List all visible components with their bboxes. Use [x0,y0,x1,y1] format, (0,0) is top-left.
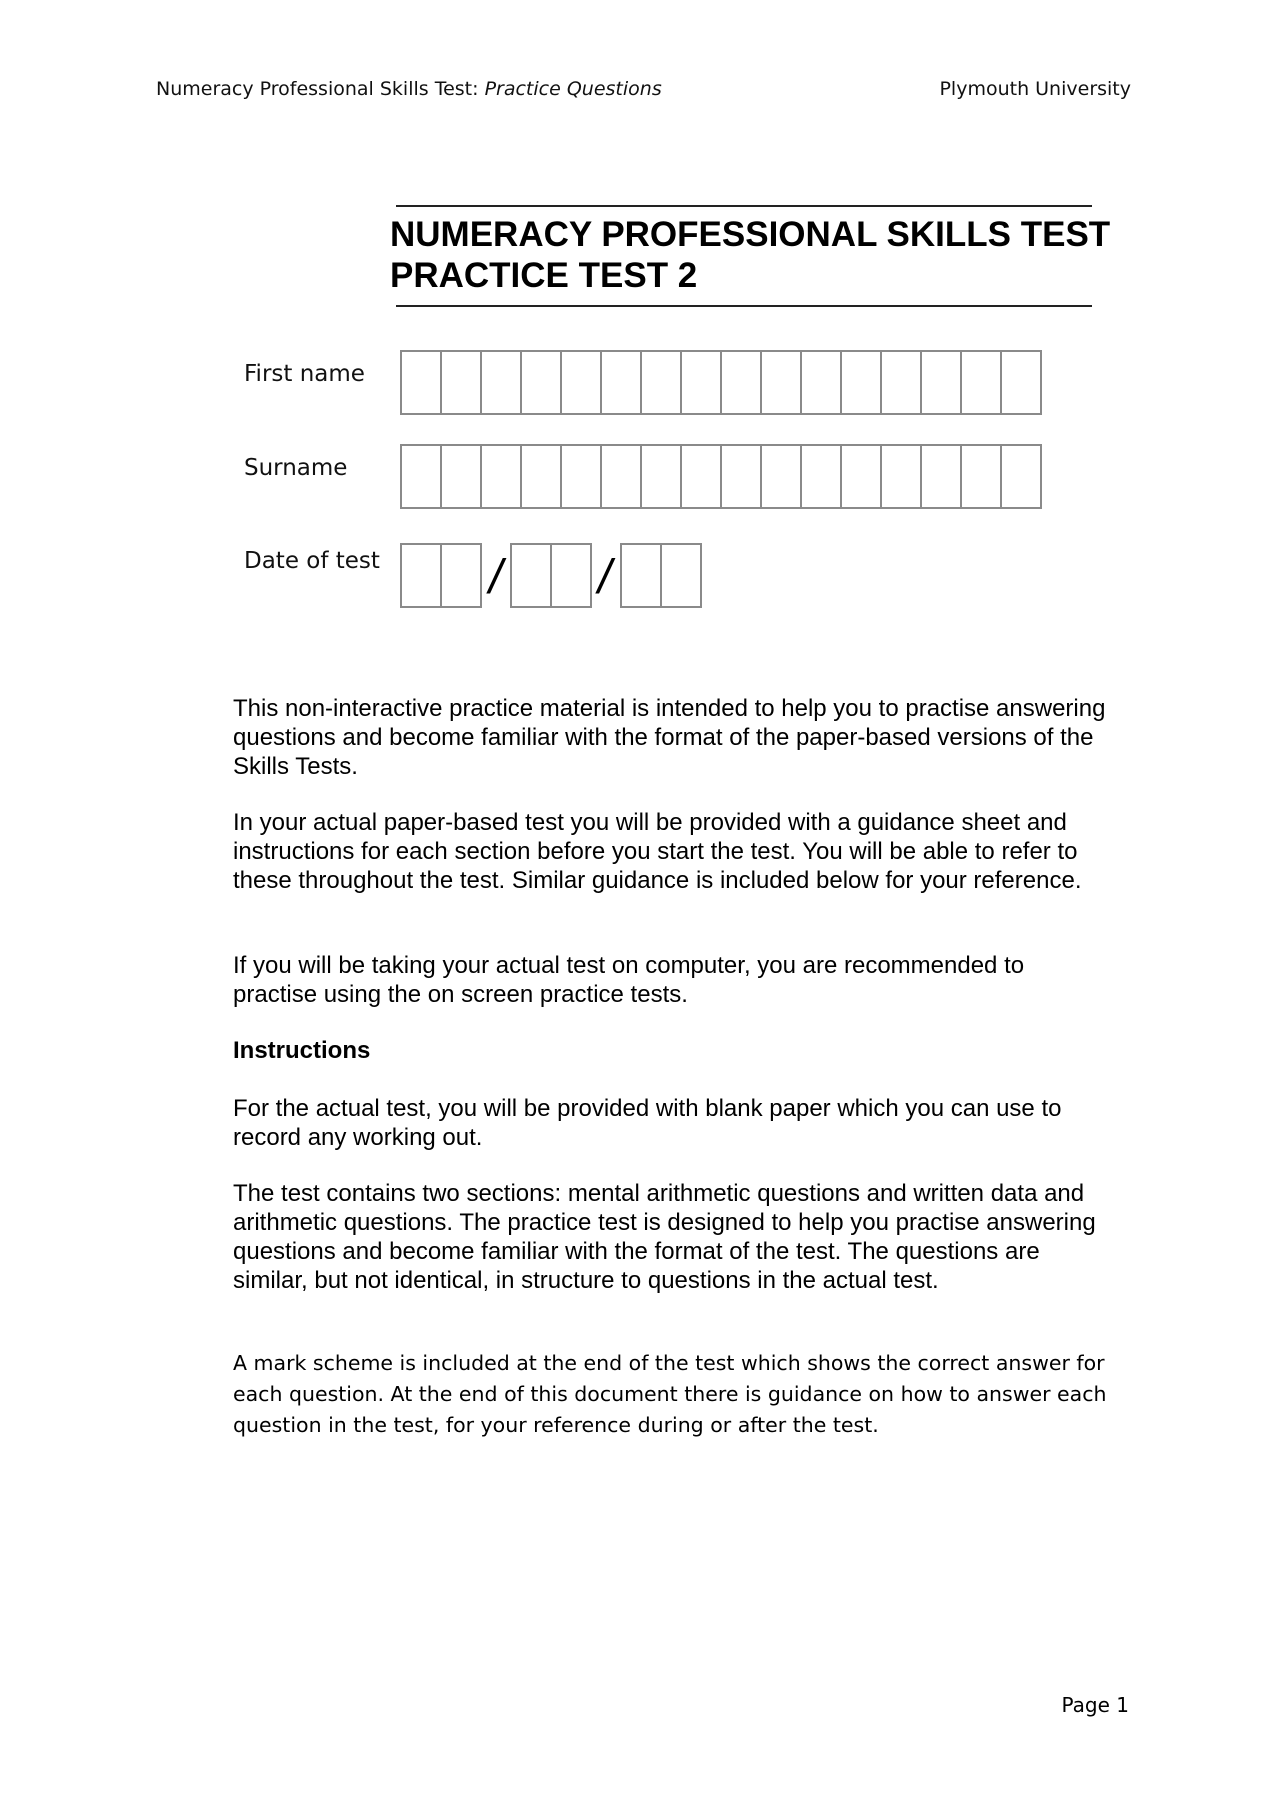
surname-box[interactable] [880,444,922,509]
surname-box[interactable] [680,444,722,509]
first-name-box[interactable] [560,350,602,415]
date-separator: / [489,551,503,604]
first-name-box[interactable] [1000,350,1042,415]
surname-label: Surname [244,455,348,481]
surname-box[interactable] [920,444,962,509]
date-month-box[interactable] [550,543,592,608]
paragraph-practice-material: This non-interactive practice material is intended to help you to practise answering questions and become familiar with the format of the paper-based versions of the Skills Tests. [233,695,1106,780]
first-name-box[interactable] [640,350,682,415]
intro-paragraph [233,694,1113,781]
title-rule-bottom [396,305,1092,307]
date-day-boxes[interactable] [400,543,480,608]
first-name-box[interactable] [480,350,522,415]
sections-paragraph [233,1179,1113,1295]
working-out-paragraph [233,1094,1113,1152]
header-subtitle: Practice Questions [484,78,662,100]
surname-box[interactable] [840,444,882,509]
mark-scheme-paragraph [233,1348,1113,1441]
surname-box[interactable] [600,444,642,509]
first-name-box[interactable] [760,350,802,415]
paragraph-mark-scheme: A mark scheme is included at the end of the test which shows the correct answer for each question. At the end of this document there is guidance on how to answer each question in the test, for your reference during or after the test. [233,1351,1107,1437]
surname-box[interactable] [480,444,522,509]
title-line-1: NUMERACY PROFESSIONAL SKILLS TEST [390,215,1111,254]
header-test-name: Numeracy Professional Skills Test: [156,78,479,100]
date-label: Date of test [244,548,380,574]
first-name-box[interactable] [920,350,962,415]
page-title [390,214,1130,296]
surname-box[interactable] [520,444,562,509]
title-rule-top [396,205,1092,207]
paragraph-blank-paper: For the actual test, you will be provided with blank paper which you can use to record any working out. [233,1095,1062,1151]
page-number: Page 1 [1061,1693,1129,1717]
running-header-right: Plymouth University [939,78,1131,100]
computer-paragraph [233,951,1113,1009]
date-month-box[interactable] [510,543,552,608]
date-day-box[interactable] [400,543,442,608]
date-month-boxes[interactable] [510,543,590,608]
first-name-box[interactable] [400,350,442,415]
first-name-boxes[interactable] [400,350,1040,415]
instructions-heading: Instructions [233,1037,371,1064]
running-header-left [156,78,662,100]
first-name-box[interactable] [880,350,922,415]
title-line-2: PRACTICE TEST 2 [390,256,698,295]
surname-box[interactable] [760,444,802,509]
first-name-box[interactable] [800,350,842,415]
paragraph-computer-test: If you will be taking your actual test on computer, you are recommended to practise using the on screen practice tests. [233,952,1025,1008]
date-year-box[interactable] [660,543,702,608]
date-year-boxes[interactable] [620,543,700,608]
surname-box[interactable] [1000,444,1042,509]
first-name-box[interactable] [680,350,722,415]
surname-box[interactable] [640,444,682,509]
first-name-box[interactable] [600,350,642,415]
paragraph-guidance-sheet: In your actual paper-based test you will be provided with a guidance sheet and instructions for each section before you start the test. You will be able to refer to these throughout the test. Similar guidance is included below for your reference. [233,809,1082,894]
surname-box[interactable] [400,444,442,509]
first-name-box[interactable] [840,350,882,415]
date-separator: / [598,551,612,604]
first-name-box[interactable] [440,350,482,415]
first-name-box[interactable] [720,350,762,415]
surname-boxes[interactable] [400,444,1040,509]
first-name-box[interactable] [520,350,562,415]
date-year-box[interactable] [620,543,662,608]
surname-box[interactable] [720,444,762,509]
first-name-label: First name [244,361,365,387]
surname-box[interactable] [560,444,602,509]
paragraph-two-sections: The test contains two sections: mental arithmetic questions and written data and arithmetic questions. The practice test is designed to help you practise answering questions and become familiar with the format of the test. The questions are similar, but not identical, in structure to questions in the actual test. [233,1180,1096,1294]
surname-box[interactable] [800,444,842,509]
guidance-paragraph [233,808,1113,895]
surname-box[interactable] [960,444,1002,509]
surname-box[interactable] [440,444,482,509]
date-day-box[interactable] [440,543,482,608]
first-name-box[interactable] [960,350,1002,415]
